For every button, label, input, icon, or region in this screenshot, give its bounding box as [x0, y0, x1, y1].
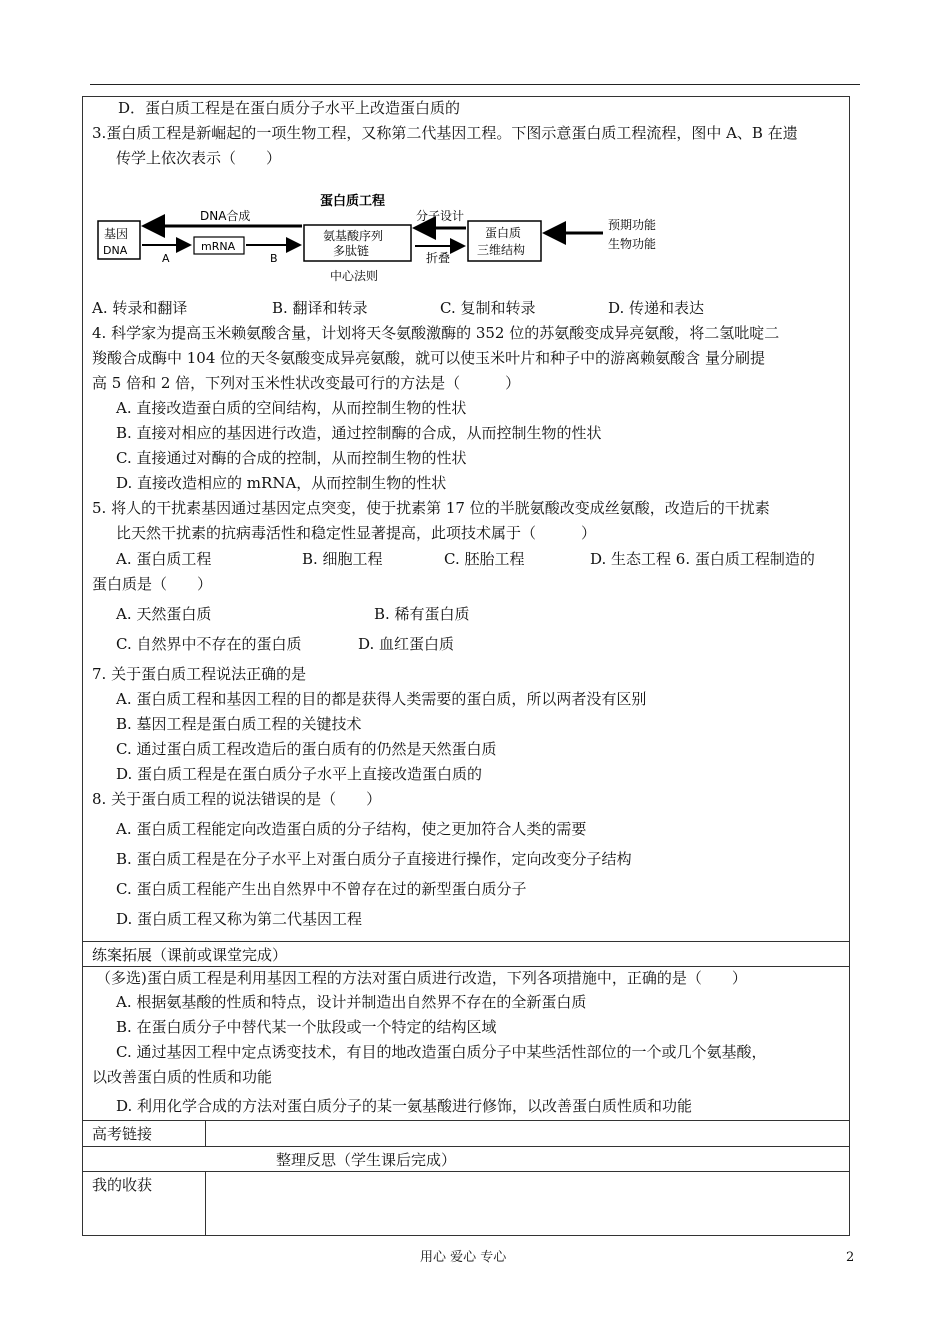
q5-option-a: A. 蛋白质工程 [116, 550, 212, 568]
q4-option-c: C. 直接通过对酶的合成的控制，从而控制生物的性状 [116, 449, 467, 467]
footer-slogan: 用心 爱心 专心 [420, 1250, 507, 1265]
q7-option-b: B. 墓因工程是蛋白质工程的关键技术 [116, 715, 362, 733]
table-rule-2 [82, 1146, 850, 1147]
q4-option-a: A. 直接改造蚕白质的空间结构，从而控制生物的性状 [116, 399, 467, 417]
table-col-divider-top [205, 1120, 206, 1146]
folding-label: 折叠 [426, 251, 451, 265]
q6-option-b: B. 稀有蛋白质 [374, 605, 470, 623]
practice-header: 练案拓展（课前或课堂完成） [92, 946, 288, 964]
practice-option-d: D. 利用化学合成的方法对蛋白质分子的某一氨基酸进行修饰，以改善蛋白质性质和功能 [116, 1097, 693, 1115]
expected-function-label: 预期功能 [608, 218, 657, 232]
protein-box-label-2: 三维结构 [477, 243, 526, 257]
q4-option-d: D. 直接改造相应的 mRNA，从而控制生物的性状 [116, 474, 447, 492]
q7-option-c: C. 通过蛋白质工程改造后的蛋白质有的仍然是天然蛋白质 [116, 740, 497, 758]
q2-option-d: D．蛋白质工程是在蛋白质分子水平上改造蛋白质的 [118, 99, 461, 117]
practice-option-c-line1: C. 通过基因工程中定点诱变技术，有目的地改造蛋白质分子中某些活性部位的一个或几个氨基酸， [116, 1043, 767, 1061]
q8-stem: 8. 关于蛋白质工程的说法错误的是（ ） [92, 790, 382, 808]
label-a: A [162, 252, 170, 265]
practice-stem: （多选)蛋白质工程是利用基因工程的方法对蛋白质进行改造，下列各项措施中，正确的是（ ） [96, 969, 747, 987]
q3-stem-line1: 3.蛋白质工程是新崛起的一项生物工程，又称第二代基因工程。下图示意蛋白质工程流程，图中 A、B 在遗 [92, 124, 798, 142]
q8-option-c: C. 蛋白质工程能产生出自然界中不曾存在过的新型蛋白质分子 [116, 880, 527, 898]
q3-option-a: A. 转录和翻译 [92, 299, 188, 317]
gene-box-label-2: DNA [103, 244, 128, 257]
molecular-design-label: 分子设计 [416, 209, 465, 223]
q6-option-a: A. 天然蛋白质 [116, 605, 212, 623]
practice-option-c-line2: 以改善蛋白质的性质和功能 [92, 1068, 273, 1086]
table-top-rule [82, 1120, 850, 1121]
gains-label: 我的收获 [92, 1176, 153, 1194]
q8-option-b: B. 蛋白质工程是在分子水平上对蛋白质分子直接进行操作，定向改变分子结构 [116, 850, 632, 868]
amino-acid-label-2: 多肽链 [333, 244, 370, 258]
q7-option-a: A. 蛋白质工程和基因工程的目的都是获得人类需要的蛋白质，所以两者没有区别 [116, 690, 647, 708]
q3-stem-line2: 传学上依次表示（ ） [116, 149, 282, 167]
section-divider [82, 941, 850, 942]
q5-option-c: C. 胚胎工程 [444, 550, 525, 568]
q5-option-d-q6-stem: D. 生态工程 6. 蛋白质工程制造的 [590, 550, 815, 568]
label-b: B [270, 252, 278, 265]
q4-stem-line2: 羧酸合成酶中 104 位的天冬氨酸变成异亮氨酸，就可以使玉米叶片和种子中的游离赖氨酸含 量分刷提 [92, 349, 765, 367]
practice-divider [82, 966, 850, 967]
q6-stem-line2: 蛋白质是（ ） [92, 575, 213, 593]
header-rule [90, 84, 860, 85]
biological-function-label: 生物功能 [608, 237, 657, 251]
q4-stem-line1: 4. 科学家为提高玉米赖氨酸含量，计划将天冬氨酸激酶的 352 位的苏氨酸变成异亮氨酸，将二氢吡啶二 [92, 324, 780, 342]
table-col-divider-bottom [205, 1171, 206, 1236]
protein-engineering-flow-diagram [90, 188, 690, 288]
practice-option-a: A. 根据氨基酸的性质和特点，设计并制造出自然界不存在的全新蛋白质 [116, 993, 587, 1011]
practice-option-b: B. 在蛋白质分子中替代某一个肽段或一个特定的结构区域 [116, 1018, 497, 1036]
q8-option-a: A. 蛋白质工程能定向改造蛋白质的分子结构，使之更加符合人类的需要 [116, 820, 587, 838]
reflection-label: 整理反思（学生课后完成） [276, 1151, 457, 1169]
page-number: 2 [846, 1250, 855, 1265]
q4-option-b: B. 直接对相应的基因进行改造，通过控制酶的合成，从而控制生物的性状 [116, 424, 602, 442]
q4-stem-line3: 高 5 倍和 2 倍，下列对玉米性状改变最可行的方法是（ ） [92, 374, 521, 392]
diagram-title: 蛋白质工程 [320, 194, 386, 209]
q5-stem-line1: 5. 将人的干扰素基因通过基因定点突变，使于扰素第 17 位的半胱氨酸改变成丝氨酸，改造后的干扰素 [92, 499, 770, 517]
q6-option-d: D. 血红蛋白质 [358, 635, 455, 653]
q5-option-b: B. 细胞工程 [302, 550, 383, 568]
gene-box-label-1: 基因 [104, 227, 129, 241]
central-dogma-label: 中心法则 [330, 269, 379, 283]
q7-option-d: D. 蛋白质工程是在蛋白质分子水平上直接改造蛋白质的 [116, 765, 483, 783]
mrna-label: mRNA [201, 240, 236, 253]
q3-option-d: D. 传递和表达 [608, 299, 705, 317]
q6-option-c: C. 自然界中不存在的蛋白质 [116, 635, 302, 653]
amino-acid-label-1: 氨基酸序列 [323, 229, 384, 243]
protein-box-label-1: 蛋白质 [485, 226, 522, 240]
table-rule-3 [82, 1171, 850, 1172]
q8-option-d: D. 蛋白质工程又称为第二代基因工程 [116, 910, 363, 928]
q5-stem-line2: 比天然干扰素的抗病毒活性和稳定性显著提高，此项技术属于（ ） [116, 524, 597, 542]
q3-option-c: C. 复制和转录 [440, 299, 536, 317]
gaokao-label: 高考链接 [92, 1125, 153, 1143]
q7-stem: 7. 关于蛋白质工程说法正确的是 [92, 665, 307, 683]
q3-option-b: B. 翻译和转录 [272, 299, 368, 317]
dna-synthesis-label: DNA合成 [200, 209, 251, 223]
